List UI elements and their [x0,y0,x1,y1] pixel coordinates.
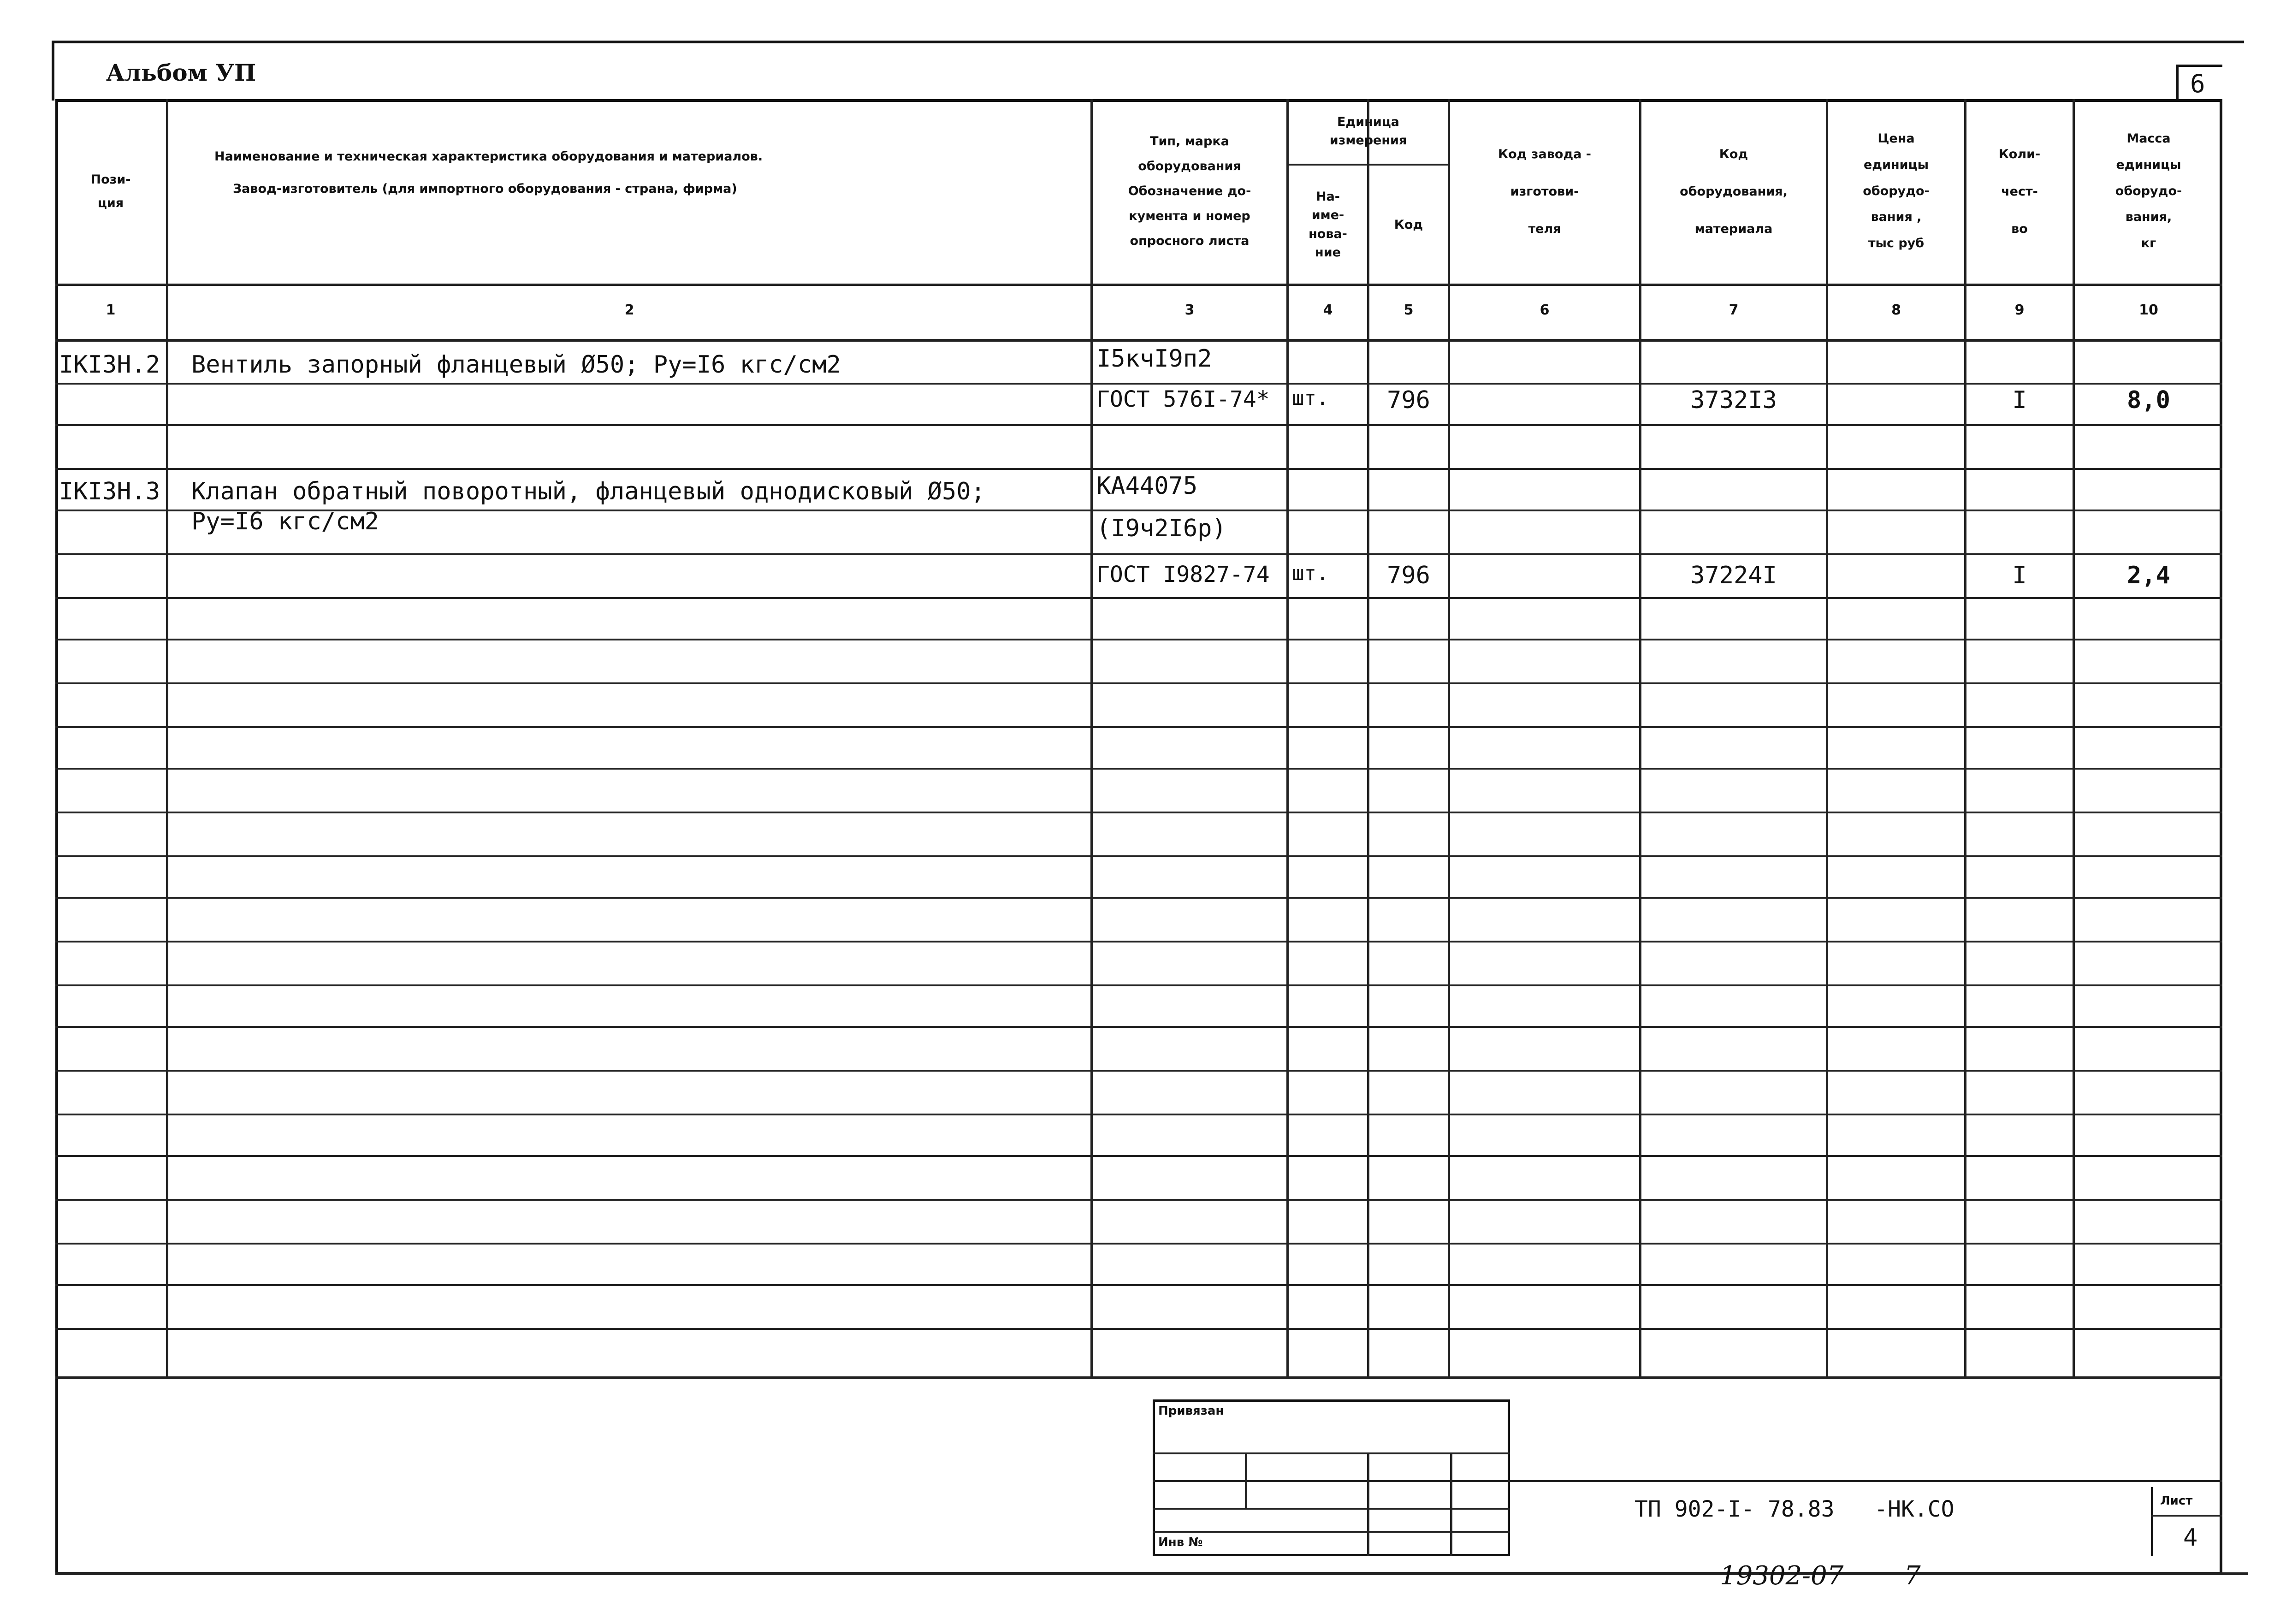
document-code: ТП 902-I- 78.83 -НК.СО [1635,1496,1954,1522]
row2-mass: 8,0 [2127,386,2170,414]
stamp-col [1450,1452,1452,1556]
header-name: Наименование и техническая характеристика оборудования и материалов. Завод-изготовитель (для импортного оборудования - страна, фирма) [214,149,763,196]
header-price: Цена единицы оборудо- вания , тыс руб [1863,131,1930,251]
row6-equipment-code: 37224I [1690,562,1777,589]
row-rule [55,855,2222,857]
row1-position: IKI3H.2 [59,351,160,379]
header-position: Пози- ция [90,172,131,210]
row-rule [55,639,2222,640]
colnum-7: 7 [1729,302,1739,318]
row4-type: КА44075 [1096,472,1198,500]
row1-type: I5кчI9п2 [1096,345,1212,373]
row-rule [55,383,2222,385]
row-rule [55,1328,2222,1330]
header-mass: Масса единицы оборудо- вания, кг [2115,131,2182,251]
row-rule [55,897,2222,899]
stamp-line [1153,1480,1510,1482]
header-type: Тип, марка оборудования Обозначение до- кумента и номер опросного листа [1128,134,1251,248]
col-line-7 [1826,99,1828,1376]
row-rule [55,1155,2222,1157]
row2-quantity: I [2012,386,2027,414]
left-border [52,41,54,101]
stamp-inv-label: Инв № [1158,1535,1203,1549]
colnum-9: 9 [2014,302,2025,318]
corner-page-number: 6 [2190,69,2205,98]
stamp-line [1153,1508,1510,1510]
col-line-2 [1090,99,1093,1376]
col-line-5 [1448,99,1450,1376]
row-rule [55,941,2222,942]
top-border [52,41,2244,43]
stamp-line [1153,1531,1510,1533]
archive-number: 19302-07 [1720,1561,1844,1591]
header-quantity: Коли- чест- во [1998,147,2041,236]
row2-type: ГОСТ 576I-74* [1096,386,1270,412]
stamp-col [1245,1452,1247,1508]
row5-name: Ру=I6 кгс/см2 [191,508,379,535]
colnum-6: 6 [1540,302,1550,318]
row-rule [55,726,2222,728]
row4-name: Клапан обратный поворотный, фланцевый однодисковый Ø50; [191,478,985,505]
colnum-5: 5 [1404,302,1414,318]
header-equipment-code: Код оборудования, материала [1680,147,1788,236]
row2-equipment-code: 3732I3 [1690,386,1777,414]
header-unit-code: Код [1394,217,1423,232]
row2-code: 796 [1387,386,1430,414]
row6-mass: 2,4 [2127,562,2170,589]
row-rule [55,812,2222,813]
sheet-divider [2151,1515,2222,1517]
sheet-number: 4 [2183,1524,2198,1552]
row-rule [55,510,2222,511]
sheet-label: Лист [2160,1494,2193,1508]
row-rule [55,682,2222,684]
album-title: Альбом УП [106,59,256,86]
stamp-line [1153,1452,1510,1454]
row-rule [55,1026,2222,1028]
stamp-bound-label: Привязан [1158,1404,1224,1418]
row-rule [55,468,2222,470]
colnum-4: 4 [1323,302,1333,318]
header-unit-name: На- име- нова- ние [1309,189,1347,260]
row2-unit: шт. [1292,386,1329,410]
row5-type: (I9ч2I6р) [1096,515,1226,542]
colnum-10: 10 [2139,302,2158,318]
col-line-6 [1639,99,1641,1376]
row6-unit: шт. [1292,562,1329,585]
row-rule [55,1243,2222,1245]
row-rule [55,984,2222,986]
row6-quantity: I [2012,562,2027,589]
row6-type: ГОСТ I9827-74 [1096,562,1270,587]
col-line-9 [2073,99,2075,1376]
colnum-8: 8 [1891,302,1901,318]
row-rule [55,1114,2222,1115]
row-rule [55,1070,2222,1072]
col-line-4 [1367,99,1369,1376]
row6-code: 796 [1387,562,1430,589]
header-units-group: Единица измерения [1329,114,1407,148]
row-rule [55,424,2222,426]
table-bottom-line [55,1376,2222,1379]
page-mark: 7 [1904,1561,1921,1591]
row-rule [55,553,2222,555]
main-frame [55,99,2222,1575]
colnum-2: 2 [624,302,634,318]
row-rule [55,1284,2222,1286]
header-bottom-line [55,284,2222,286]
column-numbers-bottom-line [55,339,2222,342]
colnum-3: 3 [1184,302,1195,318]
row-rule [55,768,2222,770]
header-factory-code: Код завода - изготови- теля [1498,147,1591,236]
row-rule [55,597,2222,599]
col-line-8 [1964,99,1966,1376]
stamp-box [1153,1399,1510,1556]
row-rule [55,1199,2222,1201]
units-group-divider [1286,164,1448,166]
col-line-1 [166,99,168,1376]
title-block-line [1510,1480,2222,1482]
row1-name: Вентиль запорный фланцевый Ø50; Ру=I6 кгс/см2 [191,351,841,379]
stamp-col [1367,1452,1369,1556]
colnum-1: 1 [106,302,116,318]
col-line-3 [1286,99,1289,1376]
row4-position: IKI3H.3 [59,478,160,505]
